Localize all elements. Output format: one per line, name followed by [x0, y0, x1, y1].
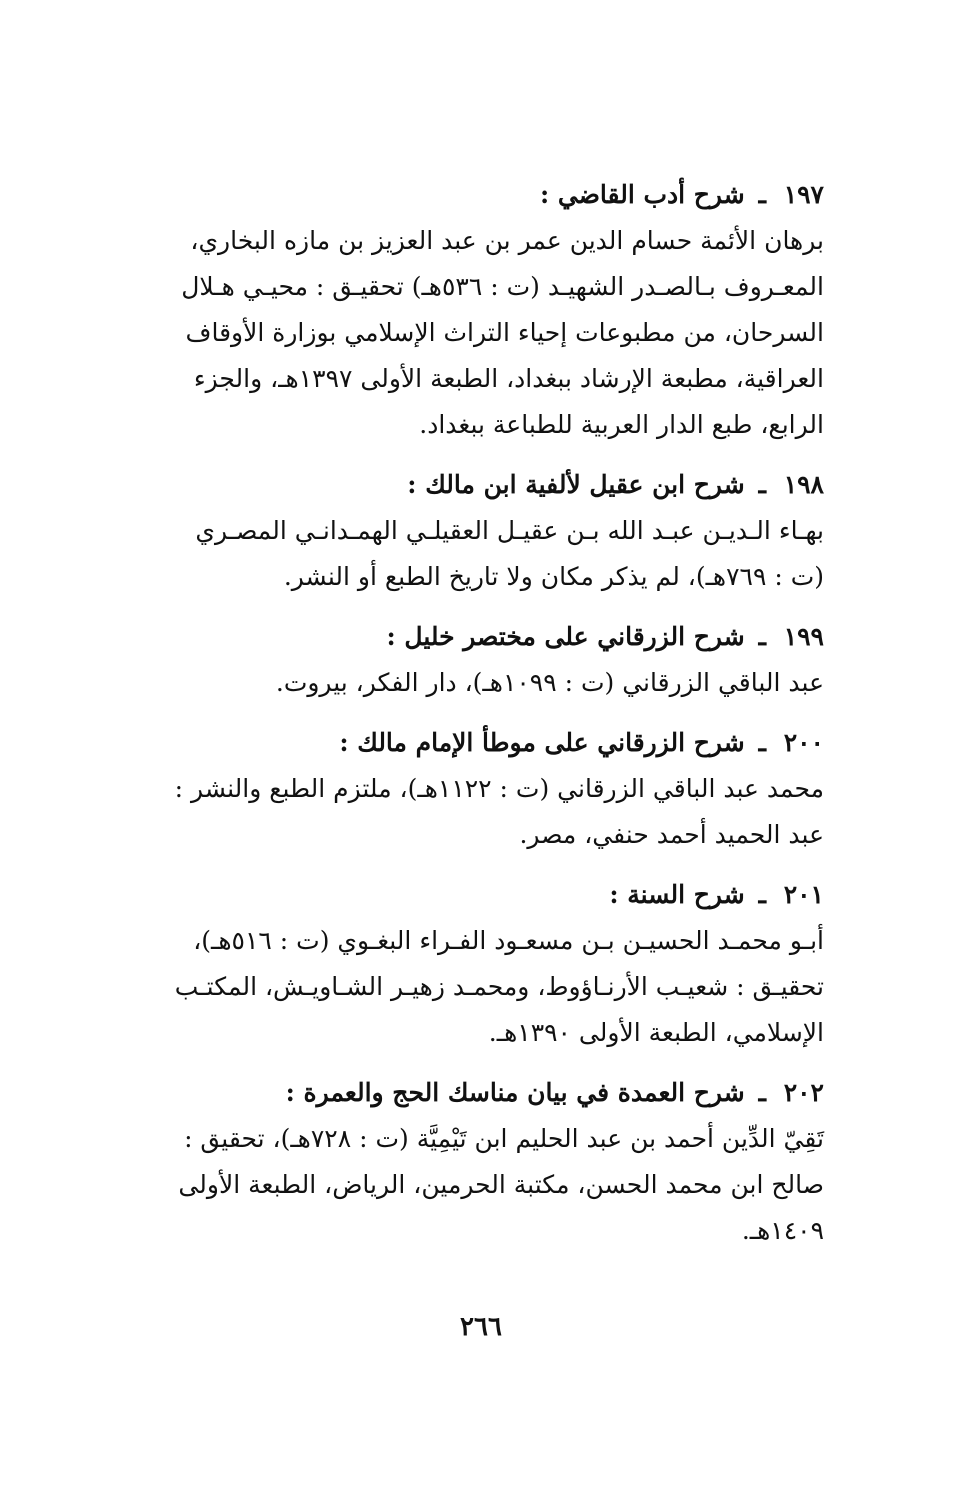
- entry-body: [124, 218, 954, 448]
- entry-heading: [124, 462, 824, 508]
- entry-dash: ـ: [758, 880, 766, 909]
- entry-number: ١٩٨: [783, 470, 824, 499]
- entry-body-line: ١٤٠٩هـ.: [741, 1216, 824, 1245]
- entry-body-line: الإسلامي، الطبعة الأولى ١٣٩٠هـ.: [488, 1018, 824, 1047]
- bibliography-entry: [124, 462, 824, 600]
- bibliography-entry: [124, 172, 824, 448]
- entry-body: [124, 918, 954, 1056]
- entry-body-line: برهان الأئمة حسام الدين عمر بن عبد العزيز بن مازه البخاري،: [190, 226, 824, 255]
- entry-body-line: أبـو محمـد الحسيـن بـن مسعـود الفـراء البغـوي (ت : ٥١٦هـ)،: [193, 926, 824, 955]
- entry-dash: ـ: [758, 728, 766, 757]
- entry-title: شرح ابن عقيل لألفية ابن مالك :: [407, 470, 745, 499]
- entry-number: ١٩٧: [783, 180, 824, 209]
- entry-body: [124, 766, 954, 858]
- entry-title: شرح الزرقاني على موطأ الإمام مالك :: [339, 728, 745, 757]
- bibliography-entry: [124, 720, 824, 858]
- entry-body-line: العراقية، مطبعة الإرشاد ببغداد، الطبعة الأولى ١٣٩٧هـ، والجزء: [193, 364, 824, 393]
- entry-body: [124, 660, 954, 706]
- entry-body-line: تحقيـق : شعيـب الأرنـاؤوط، ومحمـد زهيـر الشـاويـش، المكتـب: [174, 972, 824, 1001]
- entry-number: ٢٠٠: [783, 728, 824, 757]
- entry-body-line: محمد عبد الباقي الزرقاني (ت : ١١٢٢هـ)، ملتزم الطبع والنشر :: [174, 774, 824, 803]
- entry-title: شرح السنة :: [609, 880, 745, 909]
- entry-body-line: عبد الحميد أحمد حنفي، مصر.: [519, 820, 824, 849]
- entry-heading: [124, 172, 824, 218]
- entry-body: [124, 1116, 954, 1254]
- entry-body-line: تَقِيّ الدِّين أحمد بن عبد الحليم ابن تَيْمِيَّة (ت : ٧٢٨هـ)، تحقيق :: [184, 1124, 824, 1153]
- entry-heading: [124, 872, 824, 918]
- bibliography-entry: [124, 1070, 824, 1254]
- entry-title: شرح العمدة في بيان مناسك الحج والعمرة :: [285, 1078, 745, 1107]
- bibliography-entry: [124, 872, 824, 1056]
- entry-body-line: المعـروف بـالصـدر الشهيـد (ت : ٥٣٦هـ) تحقيـق : محيـي هـلال: [181, 272, 824, 301]
- entry-number: ٢٠٢: [783, 1078, 824, 1107]
- page-number: ٢٦٦: [460, 1312, 502, 1342]
- entry-number: ١٩٩: [783, 622, 824, 651]
- entry-dash: ـ: [758, 470, 766, 499]
- entry-dash: ـ: [758, 622, 766, 651]
- entry-dash: ـ: [758, 180, 766, 209]
- entry-body: [124, 508, 954, 600]
- entry-title: شرح أدب القاضي :: [539, 180, 745, 209]
- entry-dash: ـ: [758, 1078, 766, 1107]
- entry-heading: [124, 1070, 824, 1116]
- entry-body-line: السرحان، من مطبوعات إحياء التراث الإسلامي بوزارة الأوقاف: [185, 318, 824, 347]
- bibliography-entry: [124, 614, 824, 706]
- entry-title: شرح الزرقاني على مختصر خليل :: [386, 622, 745, 651]
- entry-number: ٢٠١: [783, 880, 824, 909]
- entry-body-line: الرابع، طبع الدار العربية للطباعة ببغداد.: [419, 410, 824, 439]
- entry-body-line: بهـاء الـديـن عبـد الله بـن عقيـل العقيلـي الهمـدانـي المصـري: [195, 516, 824, 545]
- entry-heading: [124, 720, 824, 766]
- entry-body-line: (ت : ٧٦٩هـ)، لم يذكر مكان ولا تاريخ الطبع أو النشر.: [283, 562, 824, 591]
- entry-heading: [124, 614, 824, 660]
- entry-body-line: عبد الباقي الزرقاني (ت : ١٠٩٩هـ)، دار الفكر، بيروت.: [275, 668, 824, 697]
- bibliography-entries: [124, 172, 824, 1268]
- entry-body-line: صالح ابن محمد الحسن، مكتبة الحرمين، الرياض، الطبعة الأولى: [178, 1170, 824, 1199]
